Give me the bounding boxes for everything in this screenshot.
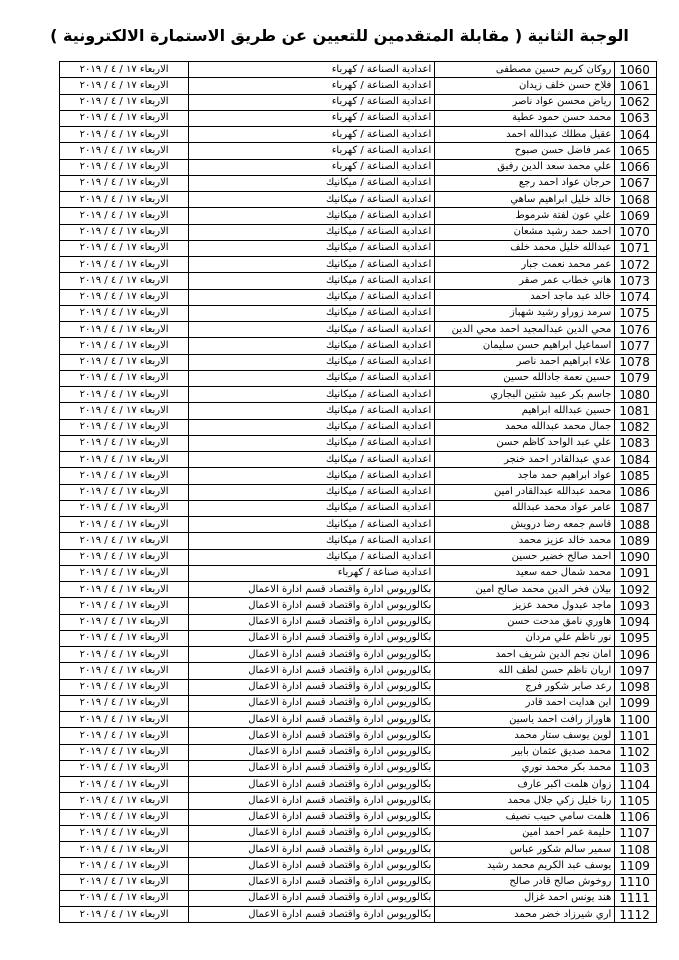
applicant-name: عقيل مطلك عبدالله احمد bbox=[435, 127, 615, 143]
qualification: بكالوريوس ادارة واقتصاد قسم ادارة الاعمال bbox=[189, 630, 435, 646]
row-number: 1089 bbox=[615, 533, 657, 549]
applicant-name: لوين يوسف ستار محمد bbox=[435, 728, 615, 744]
applicant-name: نور ناظم علي مردان bbox=[435, 630, 615, 646]
applicant-name: اريان ناظم حسن لطف الله bbox=[435, 663, 615, 679]
applicant-name: رياض محسن عواد ناصر bbox=[435, 94, 615, 110]
row-number: 1101 bbox=[615, 728, 657, 744]
applicant-name: عدي عبدالقادر احمد خنجر bbox=[435, 452, 615, 468]
applicant-name: اسماعيل ابراهيم حسن سليمان bbox=[435, 338, 615, 354]
qualification: اعدادية الصناعة / ميكانيك bbox=[189, 500, 435, 516]
row-number: 1091 bbox=[615, 565, 657, 581]
row-number: 1078 bbox=[615, 354, 657, 370]
applicant-name: روكان كريم حسين مصطفى bbox=[435, 62, 615, 78]
qualification: بكالوريوس ادارة واقتصاد قسم ادارة الاعمال bbox=[189, 728, 435, 744]
row-number: 1083 bbox=[615, 435, 657, 451]
qualification: بكالوريوس ادارة واقتصاد قسم ادارة الاعمال bbox=[189, 777, 435, 793]
qualification: اعدادية الصناعة / ميكانيك bbox=[189, 338, 435, 354]
qualification: اعدادية الصناعة / كهرباء bbox=[189, 78, 435, 94]
applicant-name: اري شيرزاد خضر محمد bbox=[435, 907, 615, 923]
table-row bbox=[60, 858, 657, 874]
table-row bbox=[60, 614, 657, 630]
table-row bbox=[60, 825, 657, 841]
qualification: اعدادية الصناعة / ميكانيك bbox=[189, 305, 435, 321]
interview-date: الاربعاء ١٧ / ٤ / ٢٠١٩ bbox=[60, 760, 189, 776]
row-number: 1071 bbox=[615, 240, 657, 256]
applicant-name: حليمة عمر احمد امين bbox=[435, 825, 615, 841]
row-number: 1112 bbox=[615, 907, 657, 923]
applicant-name: روخوش صالح قادر صالح bbox=[435, 874, 615, 890]
row-number: 1098 bbox=[615, 679, 657, 695]
interview-date: الاربعاء ١٧ / ٤ / ٢٠١٩ bbox=[60, 663, 189, 679]
applicant-name: هند يونس احمد غزال bbox=[435, 890, 615, 906]
applicant-name: هاوراز رافت احمد ياسين bbox=[435, 712, 615, 728]
table-row bbox=[60, 338, 657, 354]
table-row bbox=[60, 78, 657, 94]
table-row bbox=[60, 240, 657, 256]
row-number: 1087 bbox=[615, 500, 657, 516]
interview-date: الاربعاء ١٧ / ٤ / ٢٠١٩ bbox=[60, 257, 189, 273]
table-row bbox=[60, 354, 657, 370]
table-row bbox=[60, 305, 657, 321]
table-row bbox=[60, 159, 657, 175]
row-number: 1081 bbox=[615, 403, 657, 419]
qualification: بكالوريوس ادارة واقتصاد قسم ادارة الاعمال bbox=[189, 890, 435, 906]
qualification: اعدادية الصناعة / ميكانيك bbox=[189, 452, 435, 468]
table-row bbox=[60, 760, 657, 776]
interview-date: الاربعاء ١٧ / ٤ / ٢٠١٩ bbox=[60, 630, 189, 646]
qualification: بكالوريوس ادارة واقتصاد قسم ادارة الاعمال bbox=[189, 842, 435, 858]
interview-date: الاربعاء ١٧ / ٤ / ٢٠١٩ bbox=[60, 192, 189, 208]
interview-date: الاربعاء ١٧ / ٤ / ٢٠١٩ bbox=[60, 614, 189, 630]
qualification: بكالوريوس ادارة واقتصاد قسم ادارة الاعمال bbox=[189, 744, 435, 760]
table-row bbox=[60, 452, 657, 468]
table-row bbox=[60, 289, 657, 305]
qualification: اعدادية الصناعة / كهرباء bbox=[189, 127, 435, 143]
row-number: 1093 bbox=[615, 598, 657, 614]
interview-date: الاربعاء ١٧ / ٤ / ٢٠١٩ bbox=[60, 679, 189, 695]
qualification: اعدادية صناعة / كهرباء bbox=[189, 565, 435, 581]
qualification: اعدادية الصناعة / ميكانيك bbox=[189, 517, 435, 533]
qualification: بكالوريوس ادارة واقتصاد قسم ادارة الاعمال bbox=[189, 582, 435, 598]
applicant-name: قاسم جمعه رضا درويش bbox=[435, 517, 615, 533]
table-row bbox=[60, 208, 657, 224]
row-number: 1106 bbox=[615, 809, 657, 825]
row-number: 1105 bbox=[615, 793, 657, 809]
row-number: 1061 bbox=[615, 78, 657, 94]
row-number: 1063 bbox=[615, 110, 657, 126]
row-number: 1099 bbox=[615, 695, 657, 711]
applicant-name: عمر محمد نعمت جبار bbox=[435, 257, 615, 273]
interview-date: الاربعاء ١٧ / ٤ / ٢٠١٩ bbox=[60, 159, 189, 175]
interview-date: الاربعاء ١٧ / ٤ / ٢٠١٩ bbox=[60, 517, 189, 533]
applicant-name: هاوري نامق مدحت حسن bbox=[435, 614, 615, 630]
interview-date: الاربعاء ١٧ / ٤ / ٢٠١٩ bbox=[60, 143, 189, 159]
interview-date: الاربعاء ١٧ / ٤ / ٢٠١٩ bbox=[60, 110, 189, 126]
applicant-name: علي عون لفتة شرموط bbox=[435, 208, 615, 224]
applicant-name: محمد شمال حمه سعيد bbox=[435, 565, 615, 581]
applicant-name: محمد خالد عزيز محمد bbox=[435, 533, 615, 549]
row-number: 1092 bbox=[615, 582, 657, 598]
qualification: اعدادية الصناعة / كهرباء bbox=[189, 143, 435, 159]
applicant-name: عبدالله خليل محمد خلف bbox=[435, 240, 615, 256]
applicant-name: حسين نعمة جادالله حسين bbox=[435, 370, 615, 386]
qualification: اعدادية الصناعة / كهرباء bbox=[189, 94, 435, 110]
qualification: بكالوريوس ادارة واقتصاد قسم ادارة الاعمال bbox=[189, 793, 435, 809]
row-number: 1077 bbox=[615, 338, 657, 354]
row-number: 1086 bbox=[615, 484, 657, 500]
applicant-name: عامر عواد محمد عبدالله bbox=[435, 500, 615, 516]
applicant-name: حسين عبدالله ابراهيم bbox=[435, 403, 615, 419]
interview-date: الاربعاء ١٧ / ٤ / ٢٠١٩ bbox=[60, 354, 189, 370]
table-row bbox=[60, 110, 657, 126]
row-number: 1111 bbox=[615, 890, 657, 906]
qualification: بكالوريوس ادارة واقتصاد قسم ادارة الاعمال bbox=[189, 663, 435, 679]
interview-date: الاربعاء ١٧ / ٤ / ٢٠١٩ bbox=[60, 647, 189, 663]
qualification: اعدادية الصناعة / كهرباء bbox=[189, 110, 435, 126]
applicant-name: محمد حسن حمود عطية bbox=[435, 110, 615, 126]
interview-date: الاربعاء ١٧ / ٤ / ٢٠١٩ bbox=[60, 907, 189, 923]
applicant-name: احمد حمد رشيد مشعان bbox=[435, 224, 615, 240]
qualification: اعدادية الصناعة / ميكانيك bbox=[189, 354, 435, 370]
interview-date: الاربعاء ١٧ / ٤ / ٢٠١٩ bbox=[60, 175, 189, 191]
table-row bbox=[60, 143, 657, 159]
table-row bbox=[60, 322, 657, 338]
row-number: 1090 bbox=[615, 549, 657, 565]
applicants-table bbox=[59, 61, 657, 923]
interview-date: الاربعاء ١٧ / ٤ / ٢٠١٩ bbox=[60, 452, 189, 468]
interview-date: الاربعاء ١٧ / ٤ / ٢٠١٩ bbox=[60, 338, 189, 354]
interview-date: الاربعاء ١٧ / ٤ / ٢٠١٩ bbox=[60, 435, 189, 451]
table-row bbox=[60, 127, 657, 143]
qualification: اعدادية الصناعة / ميكانيك bbox=[189, 468, 435, 484]
table-row bbox=[60, 435, 657, 451]
interview-date: الاربعاء ١٧ / ٤ / ٢٠١٩ bbox=[60, 224, 189, 240]
applicant-name: عواد ابراهيم حمد ماجد bbox=[435, 468, 615, 484]
qualification: بكالوريوس ادارة واقتصاد قسم ادارة الاعمال bbox=[189, 598, 435, 614]
qualification: بكالوريوس ادارة واقتصاد قسم ادارة الاعمال bbox=[189, 874, 435, 890]
table-row bbox=[60, 549, 657, 565]
applicant-name: يوسف عبد الكريم محمد رشيد bbox=[435, 858, 615, 874]
table-row bbox=[60, 695, 657, 711]
interview-date: الاربعاء ١٧ / ٤ / ٢٠١٩ bbox=[60, 370, 189, 386]
interview-date: الاربعاء ١٧ / ٤ / ٢٠١٩ bbox=[60, 712, 189, 728]
qualification: اعدادية الصناعة / كهرباء bbox=[189, 62, 435, 78]
row-number: 1080 bbox=[615, 387, 657, 403]
row-number: 1104 bbox=[615, 777, 657, 793]
applicant-name: جمال محمد عبدالله محمد bbox=[435, 419, 615, 435]
interview-date: الاربعاء ١٧ / ٤ / ٢٠١٩ bbox=[60, 127, 189, 143]
table-row bbox=[60, 744, 657, 760]
applicant-name: خالد خليل ابراهيم ساهي bbox=[435, 192, 615, 208]
qualification: اعدادية الصناعة / ميكانيك bbox=[189, 322, 435, 338]
applicant-name: زوان هلمت اكبر عارف bbox=[435, 777, 615, 793]
row-number: 1065 bbox=[615, 143, 657, 159]
applicant-name: رعد صابر شكور فرج bbox=[435, 679, 615, 695]
row-number: 1094 bbox=[615, 614, 657, 630]
applicant-name: سرمد زوراو رشيد شهباز bbox=[435, 305, 615, 321]
interview-date: الاربعاء ١٧ / ٤ / ٢٠١٩ bbox=[60, 78, 189, 94]
interview-date: الاربعاء ١٧ / ٤ / ٢٠١٩ bbox=[60, 289, 189, 305]
interview-date: الاربعاء ١٧ / ٤ / ٢٠١٩ bbox=[60, 273, 189, 289]
applicants-table-body bbox=[60, 62, 657, 923]
table-row bbox=[60, 192, 657, 208]
table-row bbox=[60, 663, 657, 679]
row-number: 1079 bbox=[615, 370, 657, 386]
row-number: 1074 bbox=[615, 289, 657, 305]
qualification: اعدادية الصناعة / ميكانيك bbox=[189, 484, 435, 500]
interview-date: الاربعاء ١٧ / ٤ / ٢٠١٩ bbox=[60, 484, 189, 500]
table-row bbox=[60, 793, 657, 809]
interview-date: الاربعاء ١٧ / ٤ / ٢٠١٩ bbox=[60, 777, 189, 793]
interview-date: الاربعاء ١٧ / ٤ / ٢٠١٩ bbox=[60, 793, 189, 809]
table-row bbox=[60, 712, 657, 728]
interview-date: الاربعاء ١٧ / ٤ / ٢٠١٩ bbox=[60, 500, 189, 516]
applicant-name: علي عبد الواحد كاظم حسن bbox=[435, 435, 615, 451]
table-row bbox=[60, 273, 657, 289]
qualification: اعدادية الصناعة / ميكانيك bbox=[189, 273, 435, 289]
qualification: اعدادية الصناعة / ميكانيك bbox=[189, 403, 435, 419]
interview-date: الاربعاء ١٧ / ٤ / ٢٠١٩ bbox=[60, 208, 189, 224]
applicant-name: محمد بكر محمد نوري bbox=[435, 760, 615, 776]
table-row bbox=[60, 419, 657, 435]
qualification: اعدادية الصناعة / ميكانيك bbox=[189, 175, 435, 191]
row-number: 1110 bbox=[615, 874, 657, 890]
row-number: 1088 bbox=[615, 517, 657, 533]
applicant-name: اين هدايت احمد قادر bbox=[435, 695, 615, 711]
qualification: بكالوريوس ادارة واقتصاد قسم ادارة الاعمال bbox=[189, 809, 435, 825]
qualification: اعدادية الصناعة / ميكانيك bbox=[189, 192, 435, 208]
applicant-name: عمر فاضل حسن صبوح bbox=[435, 143, 615, 159]
row-number: 1069 bbox=[615, 208, 657, 224]
interview-date: الاربعاء ١٧ / ٤ / ٢٠١٩ bbox=[60, 890, 189, 906]
interview-date: الاربعاء ١٧ / ٤ / ٢٠١٩ bbox=[60, 419, 189, 435]
interview-date: الاربعاء ١٧ / ٤ / ٢٠١٩ bbox=[60, 874, 189, 890]
table-row bbox=[60, 874, 657, 890]
applicant-name: رنا خليل زكي جلال محمد bbox=[435, 793, 615, 809]
qualification: اعدادية الصناعة / كهرباء bbox=[189, 159, 435, 175]
row-number: 1109 bbox=[615, 858, 657, 874]
row-number: 1072 bbox=[615, 257, 657, 273]
row-number: 1060 bbox=[615, 62, 657, 78]
qualification: بكالوريوس ادارة واقتصاد قسم ادارة الاعمال bbox=[189, 679, 435, 695]
table-row bbox=[60, 842, 657, 858]
table-row bbox=[60, 630, 657, 646]
interview-date: الاربعاء ١٧ / ٤ / ٢٠١٩ bbox=[60, 728, 189, 744]
table-row bbox=[60, 728, 657, 744]
qualification: اعدادية الصناعة / ميكانيك bbox=[189, 419, 435, 435]
table-row bbox=[60, 647, 657, 663]
table-row bbox=[60, 890, 657, 906]
applicant-name: علي محمد سعد الدين رفيق bbox=[435, 159, 615, 175]
qualification: اعدادية الصناعة / ميكانيك bbox=[189, 435, 435, 451]
qualification: بكالوريوس ادارة واقتصاد قسم ادارة الاعمال bbox=[189, 825, 435, 841]
row-number: 1108 bbox=[615, 842, 657, 858]
row-number: 1067 bbox=[615, 175, 657, 191]
applicant-name: سمير سالم شكور عباس bbox=[435, 842, 615, 858]
row-number: 1075 bbox=[615, 305, 657, 321]
qualification: اعدادية الصناعة / ميكانيك bbox=[189, 240, 435, 256]
table-row bbox=[60, 257, 657, 273]
qualification: اعدادية الصناعة / ميكانيك bbox=[189, 208, 435, 224]
applicant-name: محمد صديق عثمان بابير bbox=[435, 744, 615, 760]
row-number: 1095 bbox=[615, 630, 657, 646]
applicant-name: علاء ابراهيم احمد ناصر bbox=[435, 354, 615, 370]
row-number: 1107 bbox=[615, 825, 657, 841]
table-row bbox=[60, 598, 657, 614]
interview-date: الاربعاء ١٧ / ٤ / ٢٠١٩ bbox=[60, 549, 189, 565]
qualification: بكالوريوس ادارة واقتصاد قسم ادارة الاعمال bbox=[189, 858, 435, 874]
row-number: 1096 bbox=[615, 647, 657, 663]
interview-date: الاربعاء ١٧ / ٤ / ٢٠١٩ bbox=[60, 809, 189, 825]
table-row bbox=[60, 533, 657, 549]
interview-date: الاربعاء ١٧ / ٤ / ٢٠١٩ bbox=[60, 305, 189, 321]
interview-date: الاربعاء ١٧ / ٤ / ٢٠١٩ bbox=[60, 858, 189, 874]
row-number: 1073 bbox=[615, 273, 657, 289]
qualification: بكالوريوس ادارة واقتصاد قسم ادارة الاعمال bbox=[189, 712, 435, 728]
qualification: بكالوريوس ادارة واقتصاد قسم ادارة الاعمال bbox=[189, 907, 435, 923]
applicant-name: جاسم بكر عبيد شتين البجاري bbox=[435, 387, 615, 403]
row-number: 1064 bbox=[615, 127, 657, 143]
interview-date: الاربعاء ١٧ / ٤ / ٢٠١٩ bbox=[60, 695, 189, 711]
qualification: بكالوريوس ادارة واقتصاد قسم ادارة الاعمال bbox=[189, 695, 435, 711]
row-number: 1085 bbox=[615, 468, 657, 484]
qualification: اعدادية الصناعة / ميكانيك bbox=[189, 257, 435, 273]
row-number: 1070 bbox=[615, 224, 657, 240]
interview-date: الاربعاء ١٧ / ٤ / ٢٠١٩ bbox=[60, 565, 189, 581]
qualification: اعدادية الصناعة / ميكانيك bbox=[189, 387, 435, 403]
qualification: بكالوريوس ادارة واقتصاد قسم ادارة الاعمال bbox=[189, 614, 435, 630]
row-number: 1066 bbox=[615, 159, 657, 175]
applicant-name: هاني خطاب عمر صقر bbox=[435, 273, 615, 289]
row-number: 1097 bbox=[615, 663, 657, 679]
qualification: اعدادية الصناعة / ميكانيك bbox=[189, 549, 435, 565]
applicant-name: خالد عبد ماجد احمد bbox=[435, 289, 615, 305]
table-row bbox=[60, 809, 657, 825]
qualification: بكالوريوس ادارة واقتصاد قسم ادارة الاعمال bbox=[189, 760, 435, 776]
table-row bbox=[60, 565, 657, 581]
table-row bbox=[60, 370, 657, 386]
table-row bbox=[60, 907, 657, 923]
row-number: 1062 bbox=[615, 94, 657, 110]
row-number: 1084 bbox=[615, 452, 657, 468]
qualification: بكالوريوس ادارة واقتصاد قسم ادارة الاعمال bbox=[189, 647, 435, 663]
applicant-name: حرجان عواد احمد رجع bbox=[435, 175, 615, 191]
interview-date: الاربعاء ١٧ / ٤ / ٢٠١٩ bbox=[60, 240, 189, 256]
table-row bbox=[60, 387, 657, 403]
row-number: 1103 bbox=[615, 760, 657, 776]
interview-date: الاربعاء ١٧ / ٤ / ٢٠١٩ bbox=[60, 322, 189, 338]
qualification: اعدادية الصناعة / ميكانيك bbox=[189, 533, 435, 549]
interview-date: الاربعاء ١٧ / ٤ / ٢٠١٩ bbox=[60, 387, 189, 403]
row-number: 1082 bbox=[615, 419, 657, 435]
applicant-name: بيلان فخر الدين محمد صالح امين bbox=[435, 582, 615, 598]
table-row bbox=[60, 224, 657, 240]
row-number: 1102 bbox=[615, 744, 657, 760]
interview-date: الاربعاء ١٧ / ٤ / ٢٠١٩ bbox=[60, 94, 189, 110]
row-number: 1068 bbox=[615, 192, 657, 208]
applicant-name: فلاح حسن خلف زيدان bbox=[435, 78, 615, 94]
row-number: 1100 bbox=[615, 712, 657, 728]
applicant-name: هلمت سامي حبيب نصيف bbox=[435, 809, 615, 825]
interview-date: الاربعاء ١٧ / ٤ / ٢٠١٩ bbox=[60, 582, 189, 598]
interview-date: الاربعاء ١٧ / ٤ / ٢٠١٩ bbox=[60, 598, 189, 614]
qualification: اعدادية الصناعة / ميكانيك bbox=[189, 370, 435, 386]
applicant-name: احمد صالح خضير حسين bbox=[435, 549, 615, 565]
table-row bbox=[60, 679, 657, 695]
table-row bbox=[60, 484, 657, 500]
page-title: الوجبة الثانية ( مقابلة المتقدمين للتعيين عن طريق الاستمارة الالكترونية ) bbox=[50, 26, 629, 45]
table-row bbox=[60, 94, 657, 110]
interview-date: الاربعاء ١٧ / ٤ / ٢٠١٩ bbox=[60, 468, 189, 484]
row-number: 1076 bbox=[615, 322, 657, 338]
table-row bbox=[60, 500, 657, 516]
interview-date: الاربعاء ١٧ / ٤ / ٢٠١٩ bbox=[60, 62, 189, 78]
table-row bbox=[60, 517, 657, 533]
applicant-name: ماجد عبدول محمد عزيز bbox=[435, 598, 615, 614]
interview-date: الاربعاء ١٧ / ٤ / ٢٠١٩ bbox=[60, 533, 189, 549]
table-row bbox=[60, 582, 657, 598]
qualification: اعدادية الصناعة / ميكانيك bbox=[189, 224, 435, 240]
interview-date: الاربعاء ١٧ / ٤ / ٢٠١٩ bbox=[60, 403, 189, 419]
interview-date: الاربعاء ١٧ / ٤ / ٢٠١٩ bbox=[60, 825, 189, 841]
interview-date: الاربعاء ١٧ / ٤ / ٢٠١٩ bbox=[60, 842, 189, 858]
qualification: اعدادية الصناعة / ميكانيك bbox=[189, 289, 435, 305]
table-row bbox=[60, 777, 657, 793]
table-row bbox=[60, 468, 657, 484]
table-row bbox=[60, 175, 657, 191]
table-row bbox=[60, 62, 657, 78]
applicant-name: محي الدين عبدالمجيد احمد محي الدين bbox=[435, 322, 615, 338]
applicant-name: امان نجم الدين شريف احمد bbox=[435, 647, 615, 663]
interview-date: الاربعاء ١٧ / ٤ / ٢٠١٩ bbox=[60, 744, 189, 760]
applicant-name: محمد عبدالله عبدالقادر امين bbox=[435, 484, 615, 500]
table-row bbox=[60, 403, 657, 419]
